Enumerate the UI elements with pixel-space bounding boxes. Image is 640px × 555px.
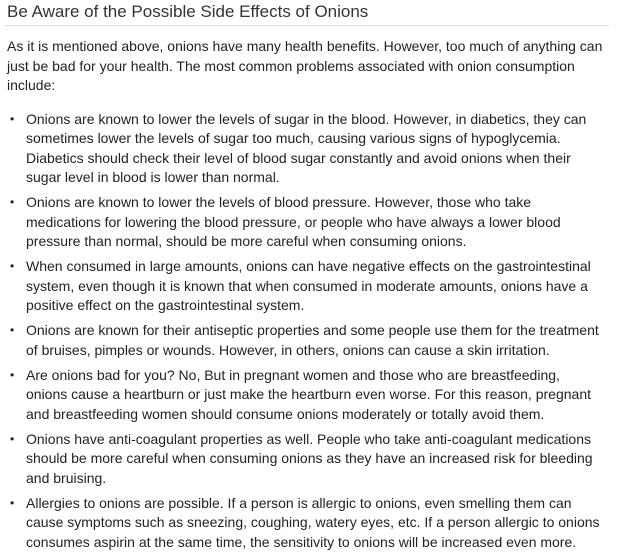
bullet-icon: •: [10, 259, 15, 273]
bullet-icon: •: [10, 431, 15, 446]
list-item-text: Onions have anti-coagulant properties as well. People who take anti-coagulant medications should be more careful when consuming onions as they have an increased risk for bleeding and bruising.: [26, 430, 593, 486]
bullet-icon: •: [10, 495, 15, 510]
bullet-icon: •: [10, 323, 15, 337]
list-item: [5, 494, 605, 553]
list-item-text: Are onions bad for you? No, But in pregnant women and those who are breastfeeding, onions cause a heartburn or just make the heartburn even worse. For this reason, pregnant and breastfeeding women should consume onions moderately or totally avoid them.: [26, 366, 591, 422]
list-item: [5, 257, 605, 316]
list-item-text: When consumed in large amounts, onions can have negative effects on the gastrointestinal system, even though it is known that when consumed in moderate amounts, onions have a positive effect on the gastrointestinal system.: [26, 258, 591, 313]
list-item-text: Allergies to onions are possible. If a person is allergic to onions, even smelling them can cause symptoms such as sneezing, coughing, watery eyes, etc. If a person allergic to onions consumes aspirin at the same time, the sensitivity to onions will be increased even more.: [26, 494, 600, 550]
list-item: [5, 366, 605, 425]
list-item: [5, 321, 605, 360]
section-heading: Be Aware of the Possible Side Effects of Onions: [5, 2, 609, 26]
list-item: [5, 430, 605, 489]
list-item-text: Onions are known to lower the levels of blood pressure. However, those who take medications for lowering the blood pressure, or people who have always a lower blood pressure than normal, should be more careful when consuming onions.: [26, 194, 561, 249]
list-item: [5, 110, 605, 188]
side-effects-list: [5, 110, 605, 553]
bullet-icon: •: [10, 111, 15, 126]
list-item: [5, 193, 605, 252]
bullet-icon: •: [10, 195, 15, 209]
list-item-text: Onions are known to lower the levels of sugar in the blood. However, in diabetics, they can sometimes lower the levels of sugar too much, causing various signs of hypoglycemia. Diabetics should check their level of blood sugar constantly and avoid onions when their sugar level in blood is lower than normal.: [26, 110, 587, 185]
bullet-icon: •: [10, 367, 15, 382]
intro-paragraph: As it is mentioned above, onions have many health benefits. However, too much of anything can just be bad for your health. The most common problems associated with onion consumption include:: [7, 38, 603, 93]
list-item-text: Onions are known for their antiseptic properties and some people use them for the treatment of bruises, pimples or wounds. However, in others, onions can cause a skin irritation.: [26, 322, 599, 358]
